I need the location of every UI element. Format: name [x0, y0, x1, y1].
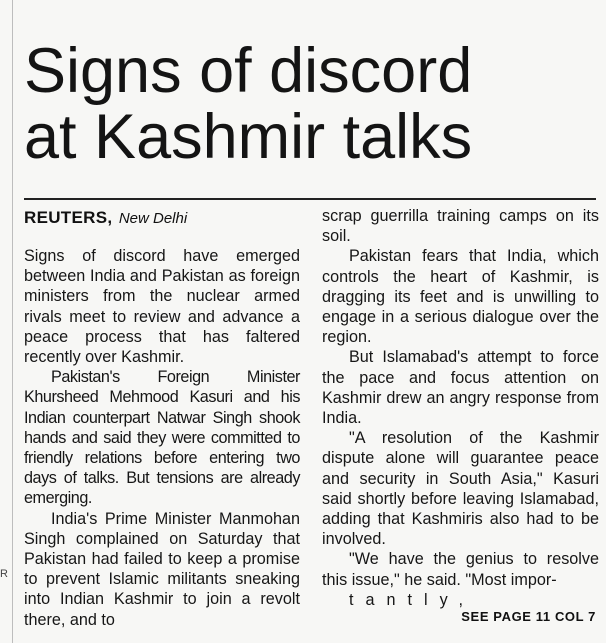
paragraph-continued: scrap guerrilla training camps on its soil.: [322, 207, 599, 246]
continuation-jump-line: SEE PAGE 11 COL 7: [461, 609, 596, 624]
paragraph-1: Signs of discord have emerged between India and Pakistan as foreign ministers from the nuclear armed rivals meet to review and advance a peace process that has faltered recently over Kashmir.: [24, 247, 300, 367]
margin-mark: R: [0, 568, 8, 580]
paragraph-2: Pakistan's Foreign Minister Khursheed Mehmood Kasuri and his Indian counterpart Natwar Singh shook hands and said they were committed to friendly relations before entering two days of talks. But tensions are already emerging.: [24, 368, 300, 508]
byline-agency: REUTERS,: [24, 208, 113, 227]
article-column-left: [24, 246, 300, 630]
paragraph-6: "A resolution of the Kashmir dispute alone will guarantee peace and security in South Asia," Kasuri said shortly before leaving Islamabad, adding that Kashmiris also had to be involved.: [322, 429, 599, 549]
paragraph-4: Pakistan fears that India, which controls the heart of Kashmir, is dragging its feet and is unwilling to engage in a serious dialogue over the region.: [322, 247, 599, 347]
paragraph-7-tail: tantly,: [349, 590, 475, 609]
paragraph-5: But Islamabad's attempt to force the pace and focus attention on Kashmir drew an angry response from India.: [322, 348, 599, 428]
headline: [24, 38, 584, 170]
byline-dateline: New Delhi: [118, 210, 188, 227]
paragraph-3: India's Prime Minister Manmohan Singh complained on Saturday that Pakistan had failed to keep a promise to prevent Islamic militants sneaking into Indian Kashmir to join a revolt there, and to: [24, 509, 300, 629]
article-column-right: [322, 206, 599, 610]
headline-line-1: Signs of discord: [24, 36, 473, 106]
byline: [24, 208, 187, 229]
paragraph-7-text: "We have the genius to resolve this issue," he said. "Most impor-: [322, 550, 599, 589]
paragraph-7: [322, 549, 599, 610]
headline-line-2: at Kashmir talks: [24, 102, 473, 172]
headline-rule: [24, 198, 596, 200]
